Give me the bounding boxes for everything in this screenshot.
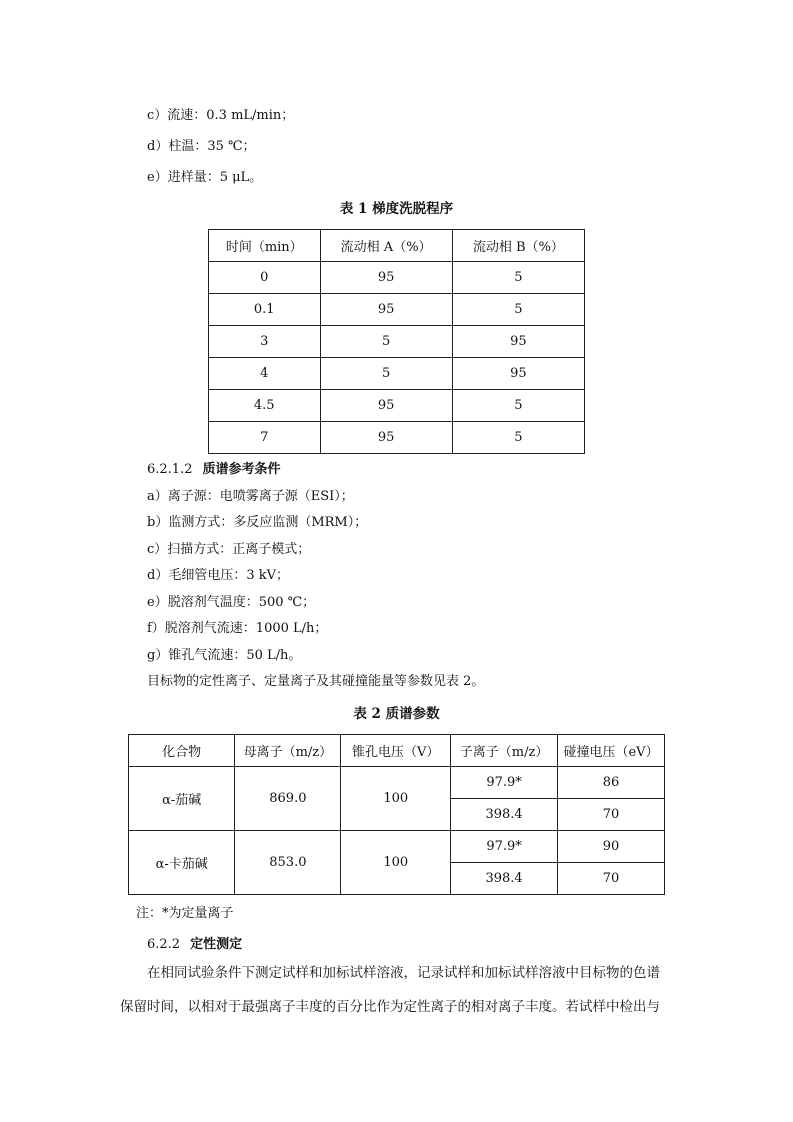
collision-energy: 70 [558,799,665,831]
table-cell: 95 [452,358,584,390]
gradient-elution-table [208,229,585,454]
table-cell: 95 [320,390,452,422]
header-cell: 母离子（m/z） [235,735,341,767]
table-cell: 5 [320,358,452,390]
section-ms-heading [147,460,281,480]
table2-footnote: 注：*为定量离子 [136,906,234,921]
header-cell: 时间（min） [209,230,321,262]
ms-condition-capillary-voltage: d）毛细管电压：3 kV； [147,568,289,583]
table-cell: 5 [452,422,584,454]
compound-name: α-卡茄碱 [129,831,235,895]
ms-condition-ion-source: a）离子源：电喷雾离子源（ESI）； [147,489,354,504]
table-row [209,294,585,326]
product-ion: 398.4 [451,863,558,895]
ms-params-note: 目标物的定性离子、定量离子及其碰撞能量等参数见表 2。 [147,674,485,689]
header-cell: 碰撞电压（eV） [558,735,665,767]
table-cell: 0.1 [209,294,321,326]
collision-energy: 86 [558,767,665,799]
compound-name: α-茄碱 [129,767,235,831]
paragraph-line: 保留时间，以相对于最强离子丰度的百分比作为定性离子的相对离子丰度。若试样中检出与 [120,999,660,1015]
table-cell: 95 [320,262,452,294]
ms-condition-scan-mode: c）扫描方式：正离子模式； [147,542,311,557]
section-title: 定性测定 [190,937,243,952]
table-cell: 3 [209,326,321,358]
product-ion: 398.4 [451,799,558,831]
ms-condition-monitor-mode: b）监测方式：多反应监测（MRM）； [147,515,368,530]
cone-voltage: 100 [341,831,451,895]
precursor-ion: 869.0 [235,767,341,831]
product-ion: 97.9* [451,767,558,799]
table-cell: 4 [209,358,321,390]
table-row [129,831,665,863]
table-row [209,390,585,422]
table-header-row [209,230,585,262]
ms-condition-desolvation-temp: e）脱溶剂气温度：500 ℃； [147,595,316,610]
table-row [209,262,585,294]
ms-parameters-table [128,734,665,895]
header-cell: 流动相 A（%） [320,230,452,262]
table-row [209,358,585,390]
table-cell: 95 [320,422,452,454]
section-title: 质谱参考条件 [202,462,281,477]
table-cell: 5 [452,294,584,326]
product-ion: 97.9* [451,831,558,863]
table2-title: 表 2 质谱参数 [353,706,440,722]
header-cell: 子离子（m/z） [451,735,558,767]
lc-condition-flow-rate: c）流速：0.3 mL/min； [147,108,295,123]
table1-title: 表 1 梯度洗脱程序 [339,201,454,217]
table-cell: 5 [320,326,452,358]
header-cell: 化合物 [129,735,235,767]
header-cell: 流动相 B（%） [452,230,584,262]
paragraph-line: 在相同试验条件下测定试样和加标试样溶液，记录试样和加标试样溶液中目标物的色谱 [147,965,660,981]
collision-energy: 90 [558,831,665,863]
precursor-ion: 853.0 [235,831,341,895]
table-cell: 95 [320,294,452,326]
table-row [129,767,665,799]
header-cell: 锥孔电压（V） [341,735,451,767]
table-header-row [129,735,665,767]
section-number: 6.2.1.2 [147,462,193,477]
table-row [209,326,585,358]
ms-condition-cone-gas-flow: g）锥孔气流速：50 L/h。 [147,648,302,663]
table-cell: 0 [209,262,321,294]
table-cell: 95 [452,326,584,358]
section-qual-heading [147,935,242,955]
table-cell: 5 [452,262,584,294]
table-row [209,422,585,454]
lc-condition-column-temp: d）柱温：35 ℃； [147,139,256,154]
ms-condition-desolvation-flow: f）脱溶剂气流速：1000 L/h； [147,621,328,636]
collision-energy: 70 [558,863,665,895]
table-cell: 5 [452,390,584,422]
cone-voltage: 100 [341,767,451,831]
lc-condition-injection-volume: e）进样量：5 μL。 [147,170,263,185]
table-cell: 7 [209,422,321,454]
table-cell: 4.5 [209,390,321,422]
section-number: 6.2.2 [147,937,181,952]
